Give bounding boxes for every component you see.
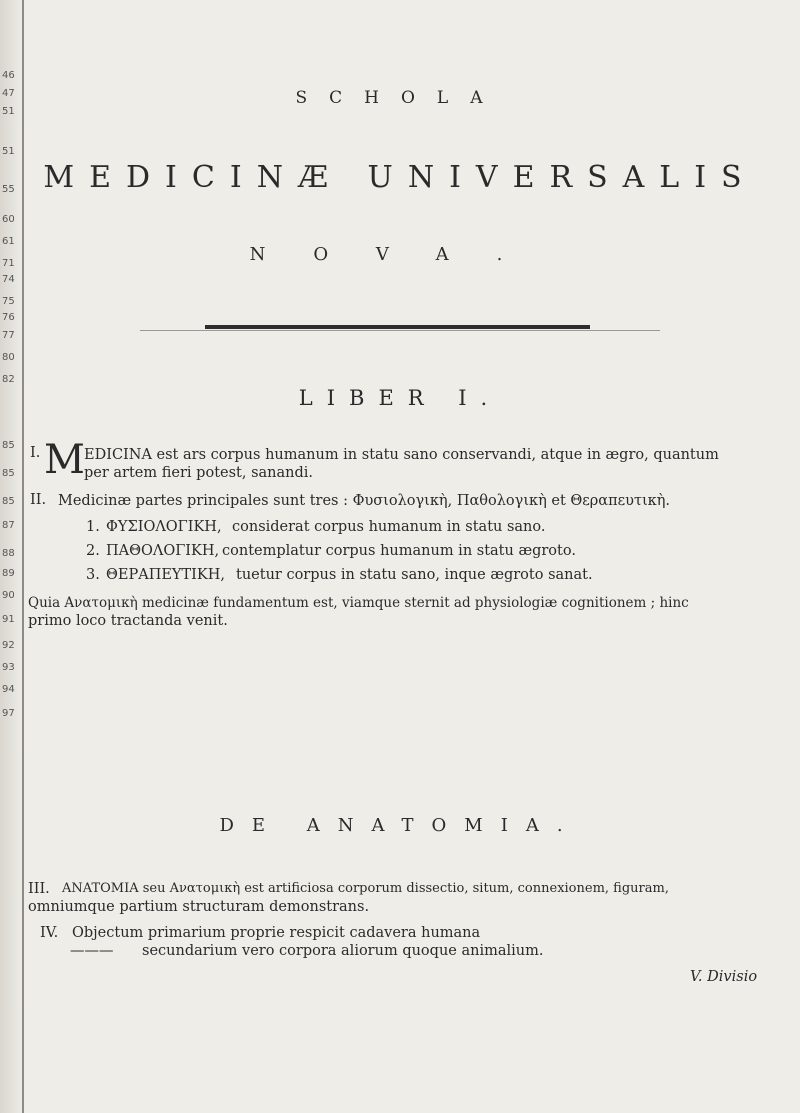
- section-heading: DE ANATOMIA.: [219, 815, 581, 836]
- margin-number: 90: [2, 590, 15, 601]
- book-subtitle: NOVA.: [249, 244, 551, 265]
- margin-number: 46: [2, 70, 15, 81]
- margin-number: 51: [2, 106, 15, 117]
- margin-number: 87: [2, 520, 15, 531]
- margin-number: 55: [2, 184, 15, 195]
- margin-number: 71: [2, 258, 15, 269]
- list-item-text: considerat corpus humanum in statu sano.: [232, 519, 546, 535]
- margin-number: 89: [2, 568, 15, 579]
- list-item-term: ΘΕΡΑΠΕΥΤΙΚΗ,: [106, 567, 225, 583]
- margin-number: 74: [2, 274, 15, 285]
- margin-number: 82: [2, 374, 15, 385]
- margin-number: 51: [2, 146, 15, 157]
- ornamental-rule: [205, 325, 590, 329]
- margin-number: 94: [2, 684, 15, 695]
- margin-number: 75: [2, 296, 15, 307]
- margin-number: 97: [2, 708, 15, 719]
- section-number: II.: [30, 492, 47, 508]
- paragraph-line: primo loco tractanda venit.: [28, 613, 228, 629]
- margin-number: 61: [2, 236, 15, 247]
- margin-number: 85: [2, 468, 15, 479]
- catchword: V. Divisio: [690, 969, 758, 985]
- drop-cap: M: [44, 437, 85, 483]
- section-number: III.: [28, 881, 50, 897]
- list-item-number: 1.: [86, 519, 100, 535]
- chapter-heading: LIBER I.: [298, 386, 502, 410]
- paragraph-line: ANATOMIA seu Ανατομικὴ est artificiosa corporum dissectio, situm, connexionem, figuram,: [62, 881, 669, 896]
- book-title: MEDICINÆ UNIVERSALIS: [43, 160, 757, 195]
- margin-number: 93: [2, 662, 15, 673]
- dash-mark: ———: [70, 943, 114, 959]
- margin-number: 77: [2, 330, 15, 341]
- list-item-number: 3.: [86, 567, 100, 583]
- margin-number: 60: [2, 214, 15, 225]
- margin-number: 76: [2, 312, 15, 323]
- margin-number: 47: [2, 88, 15, 99]
- paragraph-line: Medicinæ partes principales sunt tres : Φυσιολογικὴ, Παθολογικὴ et Θεραπευτικὴ.: [58, 493, 671, 509]
- list-item-text: tuetur corpus in statu sano, inque ægroto sanat.: [236, 567, 593, 583]
- section-number: IV.: [40, 925, 59, 941]
- margin-number: 92: [2, 640, 15, 651]
- paragraph-line: per artem fieri potest, sanandi.: [84, 465, 314, 481]
- list-item-number: 2.: [86, 543, 100, 559]
- margin-number: 85: [2, 496, 15, 507]
- margin-number: 85: [2, 440, 15, 451]
- paragraph-line: EDICINA est ars corpus humanum in statu sano conservandi, atque in ægro, quantum: [84, 447, 719, 463]
- paragraph-line: Objectum primarium proprie respicit cadavera humana: [72, 925, 481, 941]
- hairline-rule: [140, 330, 660, 331]
- margin-number: 91: [2, 614, 15, 625]
- paragraph-line: omniumque partium structuram demonstrans.: [28, 899, 370, 915]
- section-number: I.: [30, 445, 41, 461]
- list-item-term: ΠΑΘΟΛΟΓΙΚΗ,: [106, 543, 220, 559]
- list-item-text: contemplatur corpus humanum in statu ægroto.: [222, 543, 576, 559]
- margin-number: 88: [2, 548, 15, 559]
- paragraph-line: Quia Ανατομικὴ medicinæ fundamentum est, viamque sternit ad physiologiæ cognitionem ; hinc: [28, 595, 689, 611]
- list-item-term: ΦΥΣΙΟΛΟΓΙΚΗ,: [106, 519, 222, 535]
- paragraph-line: secundarium vero corpora aliorum quoque animalium.: [142, 943, 544, 959]
- running-header: SCHOLA: [295, 88, 505, 108]
- margin-number: 80: [2, 352, 15, 363]
